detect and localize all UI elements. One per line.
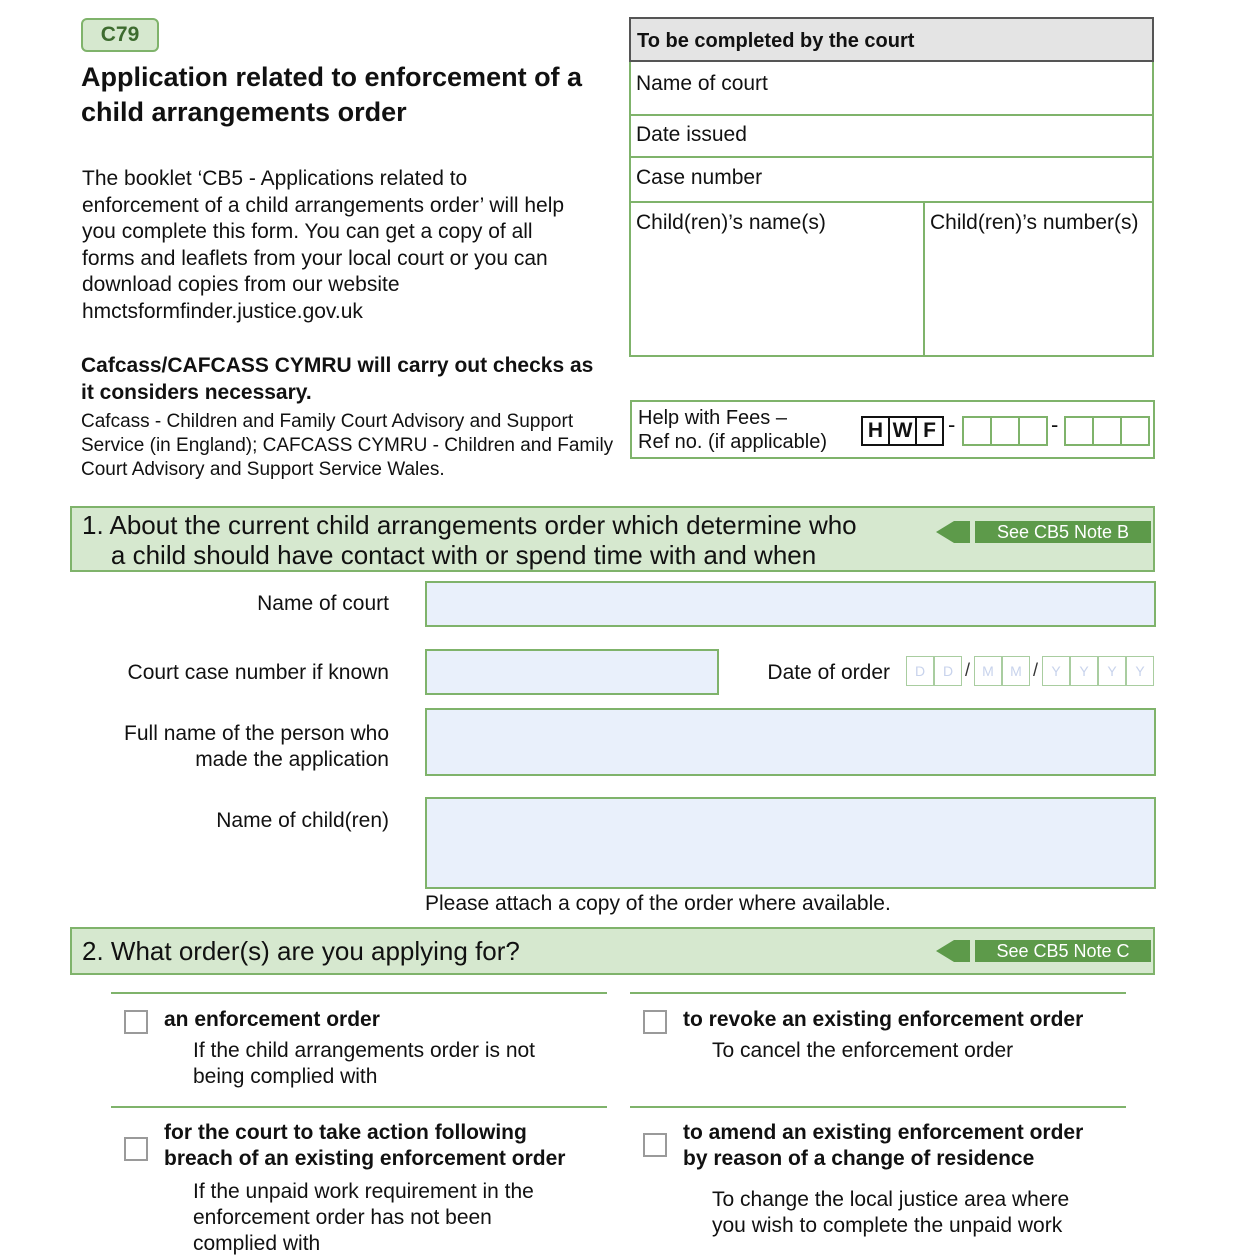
- court-box-divider: [923, 201, 925, 355]
- option-description: To change the local justice area where you wish to complete the unpaid work: [712, 1188, 1070, 1237]
- option-description: If the unpaid work requirement in the enforcement order has not been complied with: [193, 1180, 534, 1255]
- breach-action-checkbox[interactable]: [124, 1137, 148, 1161]
- hwf-digit-input[interactable]: [1092, 416, 1122, 446]
- hwf-letter-w: W: [888, 416, 917, 446]
- help-with-fees-label: Help with Fees – Ref no. (if applicable): [638, 407, 827, 453]
- attach-order-note: Please attach a copy of the order where available.: [425, 892, 891, 915]
- amend-enforcement-checkbox[interactable]: [643, 1133, 667, 1157]
- section-2-header: [70, 927, 1155, 975]
- option-title: to revoke an existing enforcement order: [683, 1008, 1084, 1031]
- option-divider: [111, 992, 607, 994]
- children-names-label: Child(ren)’s name(s): [636, 211, 826, 234]
- option-description: If the child arrangements order is not being complied with: [193, 1039, 536, 1088]
- option-title: an enforcement order: [164, 1008, 380, 1031]
- hwf-digit-input[interactable]: [1018, 416, 1048, 446]
- option-title: for the court to take action following breach of an existing enforcement order: [164, 1121, 566, 1170]
- date-month-input[interactable]: M: [974, 656, 1002, 686]
- court-name-input[interactable]: [425, 581, 1156, 627]
- option-divider: [630, 992, 1126, 994]
- option-title: to amend an existing enforcement order by reason of a change of residence: [683, 1121, 1084, 1170]
- section-1-header: [70, 506, 1155, 572]
- children-name-input[interactable]: [425, 797, 1156, 889]
- hwf-dash: -: [948, 412, 956, 437]
- date-day-input[interactable]: D: [934, 656, 962, 686]
- cafcass-note: Cafcass - Children and Family Court Advisory and Support Service (in England); CAFCASS CYMRU - Children and Family Court Advisory and Support Service Wales.: [81, 411, 614, 480]
- revoke-enforcement-checkbox[interactable]: [643, 1010, 667, 1034]
- hwf-dash: -: [1051, 412, 1059, 437]
- date-issued-label: Date issued: [636, 123, 747, 146]
- date-year-input[interactable]: Y: [1126, 656, 1154, 686]
- note-arrow-stub: [954, 940, 970, 962]
- option-description: To cancel the enforcement order: [712, 1039, 1014, 1062]
- hwf-digit-input[interactable]: [962, 416, 992, 446]
- date-year-input[interactable]: Y: [1098, 656, 1126, 686]
- hwf-digit-input[interactable]: [1064, 416, 1094, 446]
- case-number-row: [631, 158, 1152, 203]
- option-divider: [111, 1106, 607, 1108]
- date-year-input[interactable]: Y: [1070, 656, 1098, 686]
- court-name-field-label: Name of court: [257, 592, 389, 615]
- note-arrow-icon: [936, 521, 954, 543]
- section-2-title: 2. What order(s) are you applying for?: [82, 936, 520, 966]
- date-of-order-label: Date of order: [767, 661, 890, 684]
- cafcass-heading: Cafcass/CAFCASS CYMRU will carry out checks as it considers necessary.: [81, 354, 594, 404]
- case-number-input[interactable]: [425, 649, 719, 695]
- option-divider: [630, 1106, 1126, 1108]
- hwf-digit-input[interactable]: [990, 416, 1020, 446]
- date-separator: /: [965, 660, 971, 680]
- court-box-heading: To be completed by the court: [629, 17, 1154, 62]
- see-note-c-tag: See CB5 Note C: [975, 940, 1151, 962]
- date-issued-row: [631, 116, 1152, 158]
- form-title: Application related to enforcement of a child arrangements order: [81, 62, 583, 127]
- case-number-field-label: Court case number if known: [127, 661, 389, 684]
- hwf-letter-f: F: [915, 416, 944, 446]
- intro-text: The booklet ‘CB5 - Applications related to enforcement of a child arrangements order’ will help you complete this form. You can get a copy of all forms and leaflets from your local court or you can download copies from our website hmctsformfinder.justice.gov.uk: [82, 167, 565, 323]
- court-name-label: Name of court: [636, 72, 768, 95]
- applicant-name-input[interactable]: [425, 708, 1156, 776]
- note-arrow-stub: [954, 521, 970, 543]
- enforcement-order-checkbox[interactable]: [124, 1010, 148, 1034]
- date-separator: /: [1033, 660, 1039, 680]
- date-day-input[interactable]: D: [906, 656, 934, 686]
- hwf-digit-input[interactable]: [1120, 416, 1150, 446]
- date-year-input[interactable]: Y: [1042, 656, 1070, 686]
- case-number-label: Case number: [636, 166, 763, 189]
- help-with-fees-box: [630, 400, 1155, 459]
- children-name-field-label: Name of child(ren): [216, 809, 389, 832]
- see-note-b-tag: See CB5 Note B: [975, 521, 1151, 543]
- hwf-letter-h: H: [861, 416, 890, 446]
- court-use-box: [629, 17, 1154, 357]
- form-code-badge: C79: [81, 18, 159, 52]
- children-numbers-label: Child(ren)’s number(s): [930, 211, 1139, 234]
- date-month-input[interactable]: M: [1002, 656, 1030, 686]
- note-arrow-icon: [936, 940, 954, 962]
- section-1-title: 1. About the current child arrangements order which determine who a child should have contact with or spend time with and when: [82, 510, 857, 570]
- court-name-row: [631, 64, 1152, 116]
- applicant-name-field-label: Full name of the person who made the application: [124, 722, 389, 771]
